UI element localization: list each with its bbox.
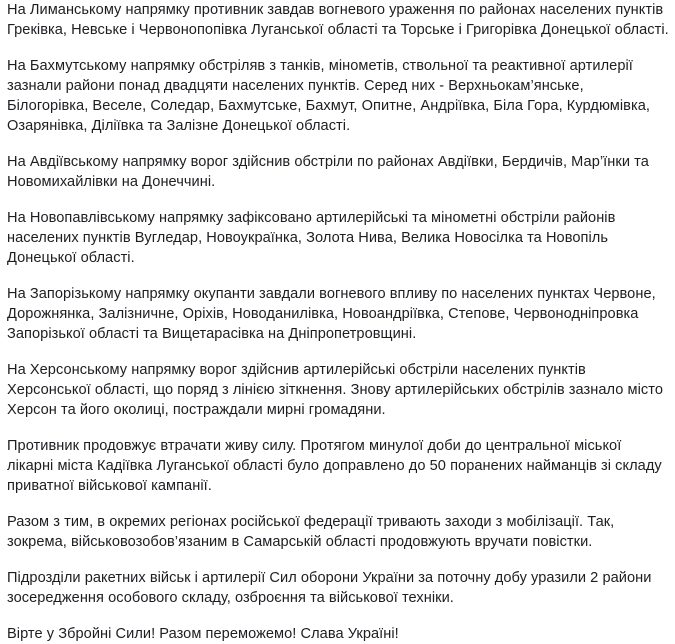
post-paragraph-novopavlivka: На Новопавлівському напрямку зафіксовано артилерійські та мінометні обстріли районів населених пунктів Вугледар, Новоукраїнка, Золота Нива, Велика Новосілка та Новопіль Донецької області. bbox=[7, 210, 616, 266]
post-paragraph-lyman: На Лиманському напрямку противник завдав вогневого ураження по районах населених пунктів Греківка, Невське і Червонопопівка Луганської області та Торське і Григорівка Донецької області. bbox=[7, 2, 669, 38]
post-paragraph-bakhmut: На Бахмутському напрямку обстріляв з танків, мінометів, ствольної та реактивної артилерії зазнали райони понад двадцяти населених пунктів. Серед них - Верхньокам’янське, Білогорівка, Веселе, Соледар, Бахмутське, Бахмут, Опитне, Андріївка, Біла Гора, Курдюмівка, Озарянівка, Діліївка та Залізне Донецької області. bbox=[7, 58, 650, 134]
post-paragraph-closing: Вірте у Збройні Сили! Разом переможемо! Слава Україні! bbox=[7, 626, 399, 642]
post-paragraph-strikes: Підрозділи ракетних військ і артилерії Сил оборони України за поточну добу уразили 2 райони зосередження особового складу, озброєння та військової техніки. bbox=[7, 570, 652, 606]
post-paragraph-losses: Противник продовжує втрачати живу силу. Протягом минулої доби до центральної міської лікарні міста Кадіївка Луганської області було доправлено до 50 поранених найманців зі складу приватної військової кампанії. bbox=[7, 438, 662, 494]
post-paragraph-zaporizhzhia: На Запорізькому напрямку окупанти завдали вогневого впливу по населених пунктах Червоне, Дорожнянка, Залізничне, Оріхів, Новоданилівка, Новоандріївка, Степове, Червонодніпровка Запорізької області та Вищетарасівка на Дніпропетровщині. bbox=[7, 286, 656, 342]
post-paragraph-avdiivka: На Авдіївському напрямку ворог здійснив обстріли по районах Авдіївки, Бердичів, Мар’їнки та Новомихайлівки на Донеччині. bbox=[7, 154, 649, 190]
post-paragraph-kherson: На Херсонському напрямку ворог здійснив артилерійські обстріли населених пунктів Херсонської області, що поряд з лінією зіткнення. Знову артилерійських обстрілів зазнало місто Херсон та його околиці, постраждали мирні громадяни. bbox=[7, 362, 664, 418]
post-paragraph-mobilization: Разом з тим, в окремих регіонах російської федерації тривають заходи з мобілізації. Так, зокрема, військовозобов’язаним в Самарській області продовжують вручати повістки. bbox=[7, 514, 615, 550]
